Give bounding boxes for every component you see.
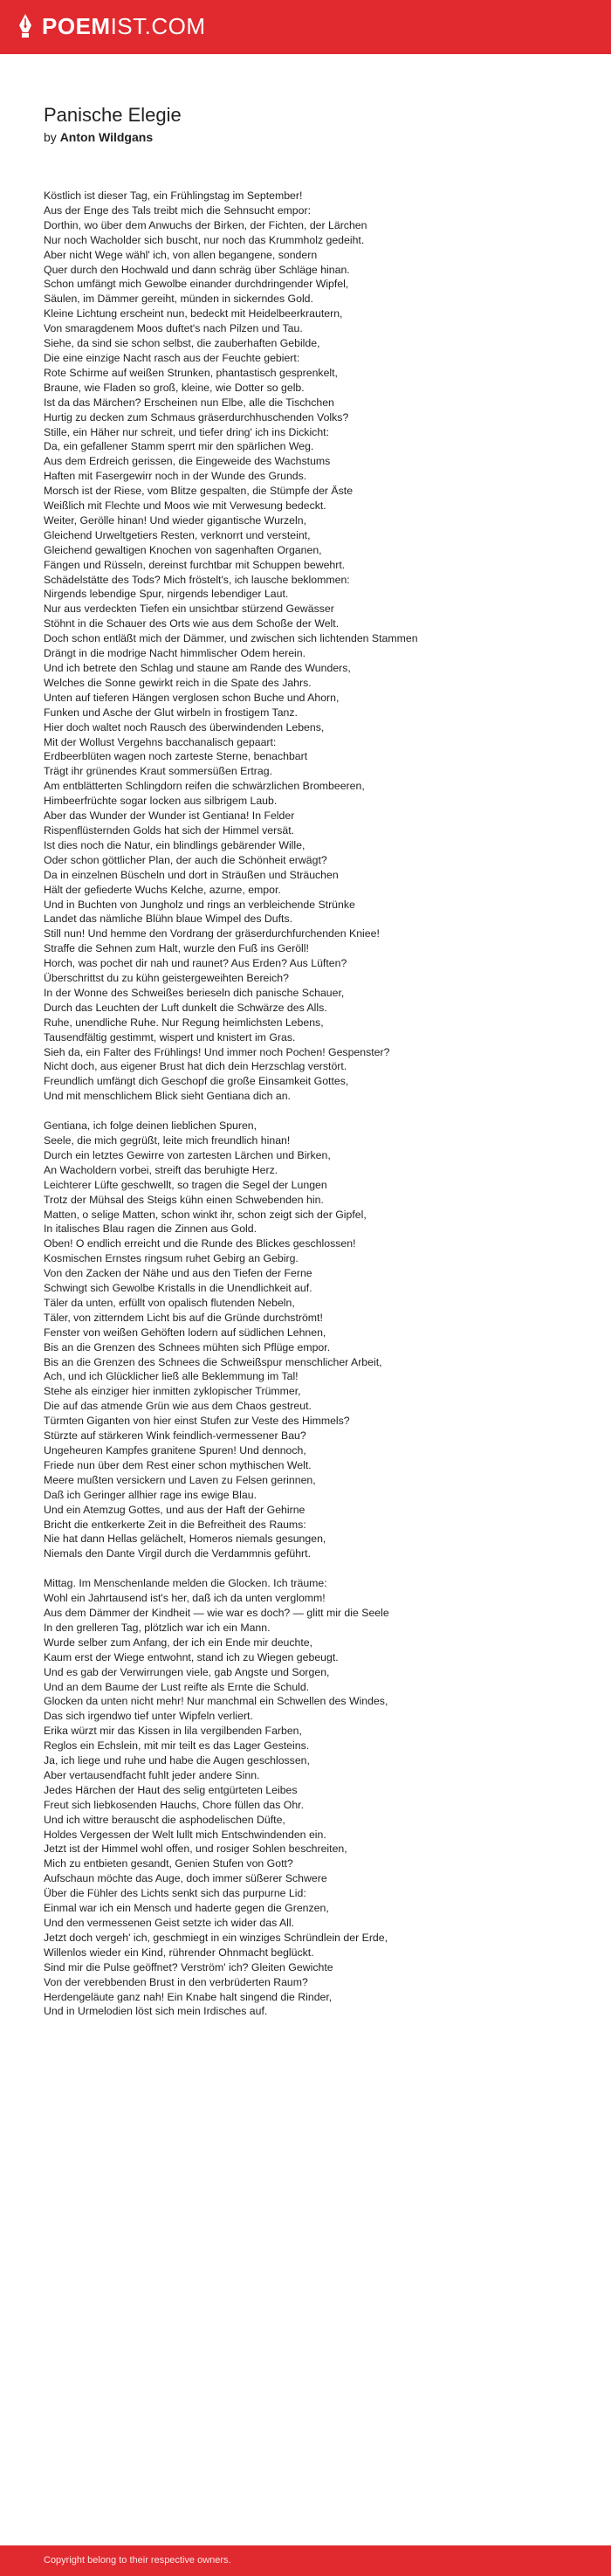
poem-line: Landet das nämliche Blühn blaue Wimpel des Dufts. <box>44 913 293 926</box>
poem-line: Schwingt sich Gewolbe Kristalls in die Unendlichkeit auf. <box>44 1282 312 1295</box>
poem-line: Gleichend gewaltigen Knochen von sagenhaften Organen, <box>44 543 322 556</box>
poem-line: Herdengeläute ganz nah! Ein Knabe halt singend die Rinder, <box>44 1990 333 2003</box>
poem-line: Stille, ein Häher nur schreit, und tiefer dring' ich ins Dickicht: <box>44 425 329 438</box>
poem-line: Täler da unten, erfüllt von opalisch flutenden Nebeln, <box>44 1296 295 1309</box>
poem-line: Willenlos wieder ein Kind, rührender Ohnmacht beglückt. <box>44 1946 314 1959</box>
poem-line: Stürzte auf stärkeren Wink feindlich-vermessener Bau? <box>44 1429 306 1443</box>
poem-line: Und ich betrete den Schlag und staune am Rande des Wunders, <box>44 662 351 674</box>
poem-line: Rispenflüsternden Golds hat sich der Himmel versät. <box>44 823 295 837</box>
poem-line: Friede nun über dem Rest einer schon mythischen Welt. <box>44 1458 312 1471</box>
site-logo[interactable] <box>17 12 206 40</box>
poem-line: Weißlich mit Flechte und Moos wie mit Verwesung bedeckt. <box>44 499 326 513</box>
poem-line: Stehe als einziger hier inmitten zyklopischer Trümmer, <box>44 1385 301 1398</box>
poem-line: Wurde selber zum Anfang, der ich ein Ende mir deuchte, <box>44 1636 313 1649</box>
poem-line: Niemals den Dante Virgil durch die Verdammnis geführt. <box>44 1547 311 1560</box>
poem-line: Und es gab der Verwirrungen viele, gab Angste und Sorgen, <box>44 1665 330 1678</box>
poem-line: Trägt ihr grünendes Kraut sommersüßen Ertrag. <box>44 765 272 778</box>
poem-line: Ruhe, unendliche Ruhe. Nur Regung heimlichsten Lebens, <box>44 1016 324 1029</box>
copyright-notice: Copyright belong to their respective owners. <box>44 2555 231 2566</box>
poem-line: Aus dem Erdreich gerissen, die Eingeweide des Wachstums <box>44 455 331 468</box>
pen-nib-icon <box>17 13 33 39</box>
poem-line: Drängt in die modrige Nacht himmlischer Odem herein. <box>44 647 306 660</box>
poem-line: Holdes Vergessen der Welt lullt mich Entschwindenden ein. <box>44 1828 326 1841</box>
poem-line: Kosmischen Ernstes ringsum ruhet Gebirg an Gebirg. <box>44 1252 299 1265</box>
poem-line: Nur aus verdeckten Tiefen ein unsichtbar stürzend Gewässer <box>44 603 334 616</box>
byline <box>44 129 567 145</box>
poem-line: An Wacholdern vorbei, streift das beruhigte Herz. <box>44 1163 278 1176</box>
poem-line: Funken und Asche der Glut wirbeln in frostigem Tanz. <box>44 706 298 719</box>
poem-line: Weiter, Gerölle hinan! Und wieder gigantische Wurzeln, <box>44 513 306 527</box>
poem-line: Da, ein gefallener Stamm sperrt mir den spärlichen Weg. <box>44 440 314 453</box>
poem-line: Das sich irgendwo tief unter Wipfeln verliert. <box>44 1710 253 1723</box>
poem-line: Nur noch Wacholder sich buscht, nur noch das Krummholz gedeiht. <box>44 233 365 246</box>
poem-line: Am entblätterten Schlingdorn reifen die schwärzlichen Brombeeren, <box>44 780 365 793</box>
poem-line: Mich zu entbieten gesandt, Genien Stufen von Gott? <box>44 1857 293 1870</box>
poem-line: Und in Urmelodien löst sich mein Irdisches auf. <box>44 2005 268 2018</box>
poem-line: Einmal war ich ein Mensch und haderte gegen die Grenzen, <box>44 1902 329 1915</box>
poem-line: Haften mit Fasergewirr noch in der Wunde des Grunds. <box>44 470 307 483</box>
poem-line: Bis an die Grenzen des Schnees die Schweißspur menschlicher Arbeit, <box>44 1355 382 1368</box>
poem-line: Hurtig zu decken zum Schmaus gräserdurchhuschenden Volks? <box>44 410 349 424</box>
poem-line: Aber nicht Wege wähl' ich, von allen begangene, sondern <box>44 248 318 261</box>
poem-line: Und ein Atemzug Gottes, und aus der Haft der Gehirne <box>44 1503 306 1516</box>
poem-line: Braune, wie Fladen so groß, kleine, wie Dotter so gelb. <box>44 381 305 394</box>
poem-line: Gleichend Urweltgetiers Resten, verknorrt und versteint, <box>44 528 311 541</box>
poem-line: Ja, ich liege und ruhe und habe die Augen geschlossen, <box>44 1754 310 1767</box>
poem-line: Oder schon göttlicher Plan, der auch die Schönheit erwägt? <box>44 853 327 866</box>
poem-line: Ach, und ich Glücklicher ließ alle Beklemmung im Tal! <box>44 1370 299 1383</box>
poem-line: Und an dem Baume der Lust reifte als Ernte die Schuld. <box>44 1680 310 1693</box>
poem-line: Bis an die Grenzen des Schnees mühten sich Pflüge empor. <box>44 1340 331 1353</box>
poem-line: Durch das Leuchten der Luft dunkelt die Schwärze des Alls. <box>44 1001 327 1014</box>
poem-line: Schon umfängt mich Gewolbe einander durchdringender Wipfel, <box>44 278 349 291</box>
poem-line: Von der verebbenden Brust in den verbrüderten Raum? <box>44 1975 308 1988</box>
poem-line: Aber vertausendfacht fuhlt jeder andere Sinn. <box>44 1768 260 1781</box>
poem-line: Aufschaun möchte das Auge, doch immer süßerer Schwere <box>44 1872 327 1885</box>
poem-line: Ist dies noch die Natur, ein blindlings gebärender Wille, <box>44 838 306 851</box>
poem-header <box>44 103 567 145</box>
poem-line: Jetzt doch vergeh' ich, geschmiegt in ein winziges Schründlein der Erde, <box>44 1931 388 1944</box>
poem-line: Fängen und Rüsseln, dereinst furchtbar mit Schuppen bewehrt. <box>44 558 346 571</box>
poem-line: Jetzt ist der Himmel wohl offen, und rosiger Sohlen beschreiten, <box>44 1842 347 1856</box>
poem-line: Sind mir die Pulse geöffnet? Verström' ich? Gleiten Gewichte <box>44 1960 333 1973</box>
poem-line: Bricht die entkerkerte Zeit in die Befreitheit des Raums: <box>44 1518 306 1531</box>
poem-line: Türmten Giganten von hier einst Stufen zur Veste des Himmels? <box>44 1415 350 1428</box>
poem-line: Mittag. Im Menschenlande melden die Glocken. Ich träume: <box>44 1577 327 1590</box>
poem-line: Und in Buchten von Jungholz und rings an verbleichende Strünke <box>44 898 355 911</box>
poem-line: Quer durch den Hochwald und dann schräg über Schläge hinan. <box>44 263 350 276</box>
poem-line: In der Wonne des Schweißes berieseln dich panische Schauer, <box>44 986 345 999</box>
poem-line: Fenster von weißen Gehöften lodern auf südlichen Lehnen, <box>44 1326 326 1339</box>
poem-line: Stöhnt in die Schauer des Orts wie aus dem Schoße der Welt. <box>44 617 340 630</box>
poem-line: Siehe, da sind sie schon selbst, die zauberhaften Gebilde, <box>44 337 320 350</box>
logo-wordmark <box>42 12 206 40</box>
poem-line: Kaum erst der Wiege entwohnt, stand ich zu Wiegen gebeugt. <box>44 1650 339 1663</box>
poem-line: Und mit menschlichem Blick sieht Gentiana dich an. <box>44 1090 291 1103</box>
poem-line: Rote Schirme auf weißen Strunken, phantastisch gesprenkelt, <box>44 366 338 379</box>
poem-line: Morsch ist der Riese, vom Blitze gespalten, die Stümpfe der Äste <box>44 485 354 498</box>
poem-line: Jedes Härchen der Haut des selig entgürteten Leibes <box>44 1783 298 1796</box>
poem-line: Köstlich ist dieser Tag, ein Frühlingstag im September! <box>44 189 303 202</box>
poem-line: Dorthin, wo über dem Anwuchs der Birken, der Fichten, der Lärchen <box>44 218 367 231</box>
poem-line: Still nun! Und hemme den Vordrang der gräserdurchfurchenden Kniee! <box>44 927 380 940</box>
poem-line: Wohl ein Jahrtausend ist's her, daß ich da unten verglomm! <box>44 1592 326 1605</box>
poem-line: Freundlich umfängt dich Geschopf die große Einsamkeit Gottes, <box>44 1075 349 1088</box>
poem-line: Nie hat dann Hellas gelächelt, Homeros niemals gesungen, <box>44 1533 326 1546</box>
stanza <box>44 1119 585 1561</box>
poem-line: Matten, o selige Matten, schon winkt ihr, schon zeigt sich der Gipfel, <box>44 1208 367 1221</box>
poem-body <box>44 189 585 2034</box>
poem-line: Säulen, im Dämmer gereiht, münden in sickerndes Gold. <box>44 293 313 306</box>
poem-line: Meere mußten versickern und Laven zu Felsen gerinnen, <box>44 1473 316 1486</box>
stanza <box>44 189 585 1104</box>
poem-line: Die auf das atmende Grün wie aus dem Chaos gestreut. <box>44 1400 312 1413</box>
poem-line: In italisches Blau ragen die Zinnen aus Gold. <box>44 1223 257 1236</box>
poem-title: Panische Elegie <box>44 104 182 126</box>
poem-line: Durch ein letztes Gewirre von zartesten Lärchen und Birken, <box>44 1148 331 1161</box>
poem-line: Und den vermessenen Geist setzte ich wider das All. <box>44 1917 295 1929</box>
poem-line: Kleine Lichtung erscheint nun, bedeckt mit Heidelbeerkrautern, <box>44 307 343 320</box>
poem-line: Daß ich Geringer allhier rage ins ewige Blau. <box>44 1488 257 1501</box>
poem-line: Seele, die mich gegrüßt, leite mich freundlich hinan! <box>44 1133 291 1147</box>
poem-line: Hält der gefiederte Wuchs Kelche, azurne, empor. <box>44 883 281 896</box>
poem-line: Von smaragdenem Moos duftet's nach Pilzen und Tau. <box>44 322 303 335</box>
poem-line: Erika würzt mir das Kissen in lila vergilbenden Farben, <box>44 1725 302 1738</box>
poem-line: Hier doch waltet noch Rausch des überwindenden Lebens, <box>44 720 325 734</box>
poem-line: Straffe die Sehnen zum Halt, wurzle den Fuß ins Geröll! <box>44 942 309 955</box>
poem-line: Welches die Sonne gewirkt reich in die Spate des Jahrs. <box>44 676 312 689</box>
logo-light-text: IST.COM <box>110 13 206 39</box>
poem-line: Nirgends lebendige Spur, nirgends lebendiger Laut. <box>44 588 289 601</box>
poem-line: Von den Zacken der Nähe und aus den Tiefen der Ferne <box>44 1267 312 1280</box>
poem-line: Sieh da, ein Falter des Frühlings! Und immer noch Pochen! Gespenster? <box>44 1045 390 1058</box>
author-name[interactable]: Anton Wildgans <box>59 130 154 144</box>
poem-line: Reglos ein Echslein, mit mir teilt es das Lager Gesteins. <box>44 1739 310 1753</box>
poem-line: Aus dem Dämmer der Kindheit — wie war es doch? — glitt mir die Seele <box>44 1606 389 1619</box>
poem-line: Glocken da unten nicht mehr! Nur manchmal ein Schwellen des Windes, <box>44 1695 388 1708</box>
poem-line: Tausendfältig gestimmt, wispert und knistert im Gras. <box>44 1030 296 1043</box>
poem-line: Ungeheuren Kampfes granitene Spuren! Und dennoch, <box>44 1444 306 1457</box>
poem-line: Überschrittst du zu kühn geistergeweihten Bereich? <box>44 972 289 985</box>
poem-line: Aus der Enge des Tals treibt mich die Sehnsucht empor: <box>44 203 311 217</box>
poem-line: Leichterer Lüfte geschwellt, so tragen die Segel der Lungen <box>44 1178 327 1191</box>
poem-line: Nicht doch, aus eigener Brust hat dich dein Herzschlag verstört. <box>44 1060 347 1073</box>
poem-line: Da in einzelnen Büscheln und dort in Sträußen und Sträuchen <box>44 868 339 881</box>
poem-line: Ist da das Märchen? Erscheinen nun Elbe, alle die Tischchen <box>44 396 334 409</box>
logo-bold-text: POEM <box>42 13 111 39</box>
poem-line: Gentiana, ich folge deinen lieblichen Spuren, <box>44 1119 257 1133</box>
poem-line: Horch, was pochet dir nah und raunet? Aus Erden? Aus Lüften? <box>44 957 347 970</box>
poem-line: Über die Fühler des Lichts senkt sich das purpurne Lid: <box>44 1887 306 1900</box>
poem-line: Oben! O endlich erreicht und die Runde des Blickes geschlossen! <box>44 1237 356 1250</box>
poem-line: Himbeerfrüchte sogar locken aus silbrigem Laub. <box>44 795 278 808</box>
byline-prefix: by <box>44 130 57 144</box>
poem-line: Trotz der Mühsal des Steigs kühn einen Schwebenden hin. <box>44 1193 324 1206</box>
poem-line: Erdbeerblüten wagen noch zarteste Sterne, benachbart <box>44 750 308 763</box>
poem-line: Freut sich liebkosenden Hauchs, Chore füllen das Ohr. <box>44 1798 305 1811</box>
site-header <box>0 0 611 54</box>
stanza <box>44 1576 585 2019</box>
poem-line: Die eine einzige Nacht rasch aus der Feuchte gebiert: <box>44 351 300 364</box>
poem-line: Schädelstätte des Tods? Mich fröstelt's, ich lausche beklommen: <box>44 573 350 586</box>
site-footer <box>0 2545 611 2576</box>
poem-line: Mit der Wollust Vergehns bacchanalisch gepaart: <box>44 735 277 748</box>
poem-line: In den grelleren Tag, plötzlich war ich ein Mann. <box>44 1621 271 1634</box>
poem-line: Und ich wittre berauscht die asphodelischen Düfte, <box>44 1813 285 1826</box>
poem-line: Aber das Wunder der Wunder ist Gentiana! In Felder <box>44 809 295 823</box>
poem-line: Täler, von zitterndem Licht bis auf die Gründe durchströmt! <box>44 1311 323 1324</box>
poem-line: Doch schon entläßt mich der Dämmer, und zwischen sich lichtenden Stammen <box>44 632 418 645</box>
poem-line: Unten auf tieferen Hängen verglosen schon Buche und Ahorn, <box>44 691 340 704</box>
